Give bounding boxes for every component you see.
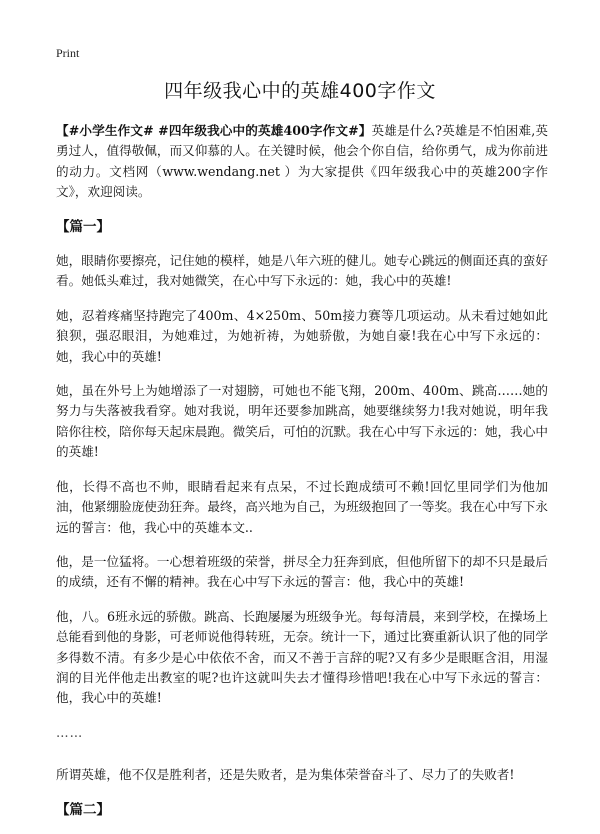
body-paragraph: 他，是一位猛将。一心想着班级的荣誉，拼尽全力狂奔到底，但他所留下的却不只是最后的成绩，还有不懈的精神。我在心中写下永远的誓言：他，我心中的英雄! <box>56 553 548 590</box>
body-paragraph: 他，长得不高也不帅，眼睛看起来有点呆，不过长跑成绩可不赖!回忆里同学们为他加油，他紧绷脸庞使劲狂奔。最终，高兴地为自己，为班级抱回了一等奖。我在心中写下永远的誓言：他，我心中的英雄本文.. <box>56 478 548 535</box>
document-body <box>56 121 548 834</box>
section-heading-2: 【篇二】 <box>56 801 110 818</box>
body-paragraph: 她，眼睛你要擦亮，记住她的模样，她是八年六班的健儿。她专心跳远的侧面还真的蛮好看。她低头难过，我对她微笑，在心中写下永远的：她，我心中的英雄! <box>56 253 548 289</box>
body-paragraph: 她，虽在外号上为她增添了一对翅膀，可她也不能飞翔，200m、400m、跳高……她的努力与失落被我看穿。她对我说，明年还要参加跳高，她要继续努力!我对她说，明年我陪你往校，陪你每天起床晨跑。微笑后，可怕的沉默。我在心中写下永远的：她，我心中的英雄! <box>56 383 548 460</box>
section-heading-1: 【篇一】 <box>56 218 110 235</box>
print-label[interactable]: Print <box>56 46 80 60</box>
intro-paragraph <box>56 121 548 203</box>
closing-paragraph: 所谓英雄，他不仅是胜利者，还是失败者，是为集体荣誉奋斗了、尽力了的失败者! <box>56 767 515 783</box>
body-paragraph: 他，八。6班永远的骄傲。跳高、长跑屡屡为班级争光。每每清晨，来到学校，在操场上总能看到他的身影，可老师说他得转班，无奈。统计一下，通过比赛重新认识了他的同学多得数不清。有多少是心中依依不舍，而又不善于言辞的呢?又有多少是眼眶含泪，用湿润的目光伴他走出教室的呢?也许这就叫失去才懂得珍惜吧!我在心中写下永远的誓言：他，我心中的英雄! <box>56 608 548 706</box>
intro-tag: 【#小学生作文# #四年级我心中的英雄400字作文#】 <box>56 123 372 138</box>
body-paragraph: 她，忍着疼痛坚持跑完了400m、4×250m、50m接力赛等几项运动。从未看过她如此狼狈，强忍眼泪，为她难过，为她祈祷，为她骄傲，为她自豪!我在心中写下永远的：她，我心中的英雄! <box>56 307 548 364</box>
intro-text: 英雄是什么?英雄是不怕困难,英勇过人，值得敬佩，而又仰慕的人。在关键时候，他会个你自信，给你勇气，成为你前进的动力。文档网（www.wendang.net ）为大家提供《四年级我心中的英雄200字作文》，欢迎阅读。 <box>56 123 548 200</box>
ellipsis-separator: …… <box>56 724 84 740</box>
document-title: 四年级我心中的英雄400字作文 <box>164 80 436 102</box>
